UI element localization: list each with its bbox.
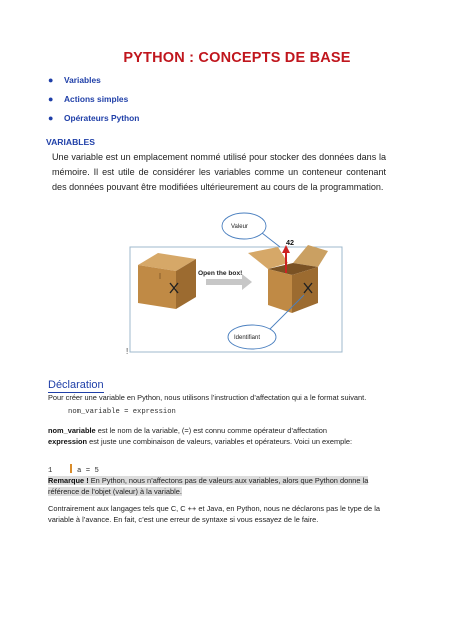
variables-intro-paragraph: Une variable est un emplacement nommé utilisé pour stocker des données dans la mémoire. Il est utile de considérer les variables comme un conteneur contenant des données pouvant être modifiées ultérieurement au cours de la programmation. [52, 152, 386, 192]
toc-item-variables[interactable] [48, 72, 139, 91]
identifier-callout-label: Identifiant [234, 335, 261, 341]
document-title: PYTHON : CONCEPTS DE BASE [123, 50, 351, 66]
remark-label: Remarque ! [48, 476, 89, 485]
open-box-label: Open the box! [198, 270, 243, 277]
bullet-icon: ● [48, 94, 54, 104]
code-example-text: a = 5 [77, 467, 99, 475]
variable-box-illustration [128, 207, 346, 355]
value-callout [222, 213, 280, 247]
remark-highlight [48, 476, 368, 496]
value-callout-label: Valeur [231, 224, 248, 230]
closed-box-icon [138, 253, 196, 309]
explanation-text-1: est le nom de la variable, (=) est connu comme opérateur d’affectation [95, 426, 328, 435]
toc-item-label: Variables [64, 75, 101, 85]
explanation-text-2: est juste une combinaison de valeurs, variables et opérateurs. Voici un exemple: [87, 437, 353, 446]
toc-item-operateurs[interactable] [48, 110, 139, 129]
code-example [48, 464, 99, 475]
table-of-contents [48, 72, 139, 129]
bullet-icon: ● [48, 113, 54, 123]
section-heading-declaration: Déclaration [48, 379, 104, 391]
toc-item-label: Actions simples [64, 94, 129, 104]
stray-mark: ! [126, 347, 129, 356]
declaration-explanation [48, 425, 388, 447]
declaration-paragraph: Pour créer une variable en Python, nous utilisons l’instruction d’affectation qui a le format suivant. [48, 393, 367, 402]
code-format: nom_variable = expression [68, 408, 176, 416]
typing-paragraph: Contrairement aux langages tels que C, C ++ et Java, en Python, nous ne déclarons pas le type de la variable à l’avance. En fait, c’est une erreur de syntaxe si vous essayez de le faire. [48, 504, 380, 524]
value-number: 42 [286, 238, 294, 247]
remark-text: En Python, nous n’affectons pas de valeurs aux variables, alors que Python donne la référence de l’objet (valeur) à la variable. [48, 476, 369, 496]
section-heading-variables: VARIABLES [46, 137, 96, 147]
toc-item-label: Opérateurs Python [64, 113, 140, 123]
code-line-number: 1 [48, 467, 53, 475]
bullet-icon: ● [48, 75, 54, 85]
code-gutter-bar [70, 464, 72, 473]
term-expression: expression [48, 437, 88, 446]
remark-paragraph [48, 475, 394, 497]
term-nom-variable: nom_variable [48, 426, 96, 435]
toc-item-actions-simples[interactable] [48, 91, 139, 110]
open-box-icon [248, 245, 328, 313]
